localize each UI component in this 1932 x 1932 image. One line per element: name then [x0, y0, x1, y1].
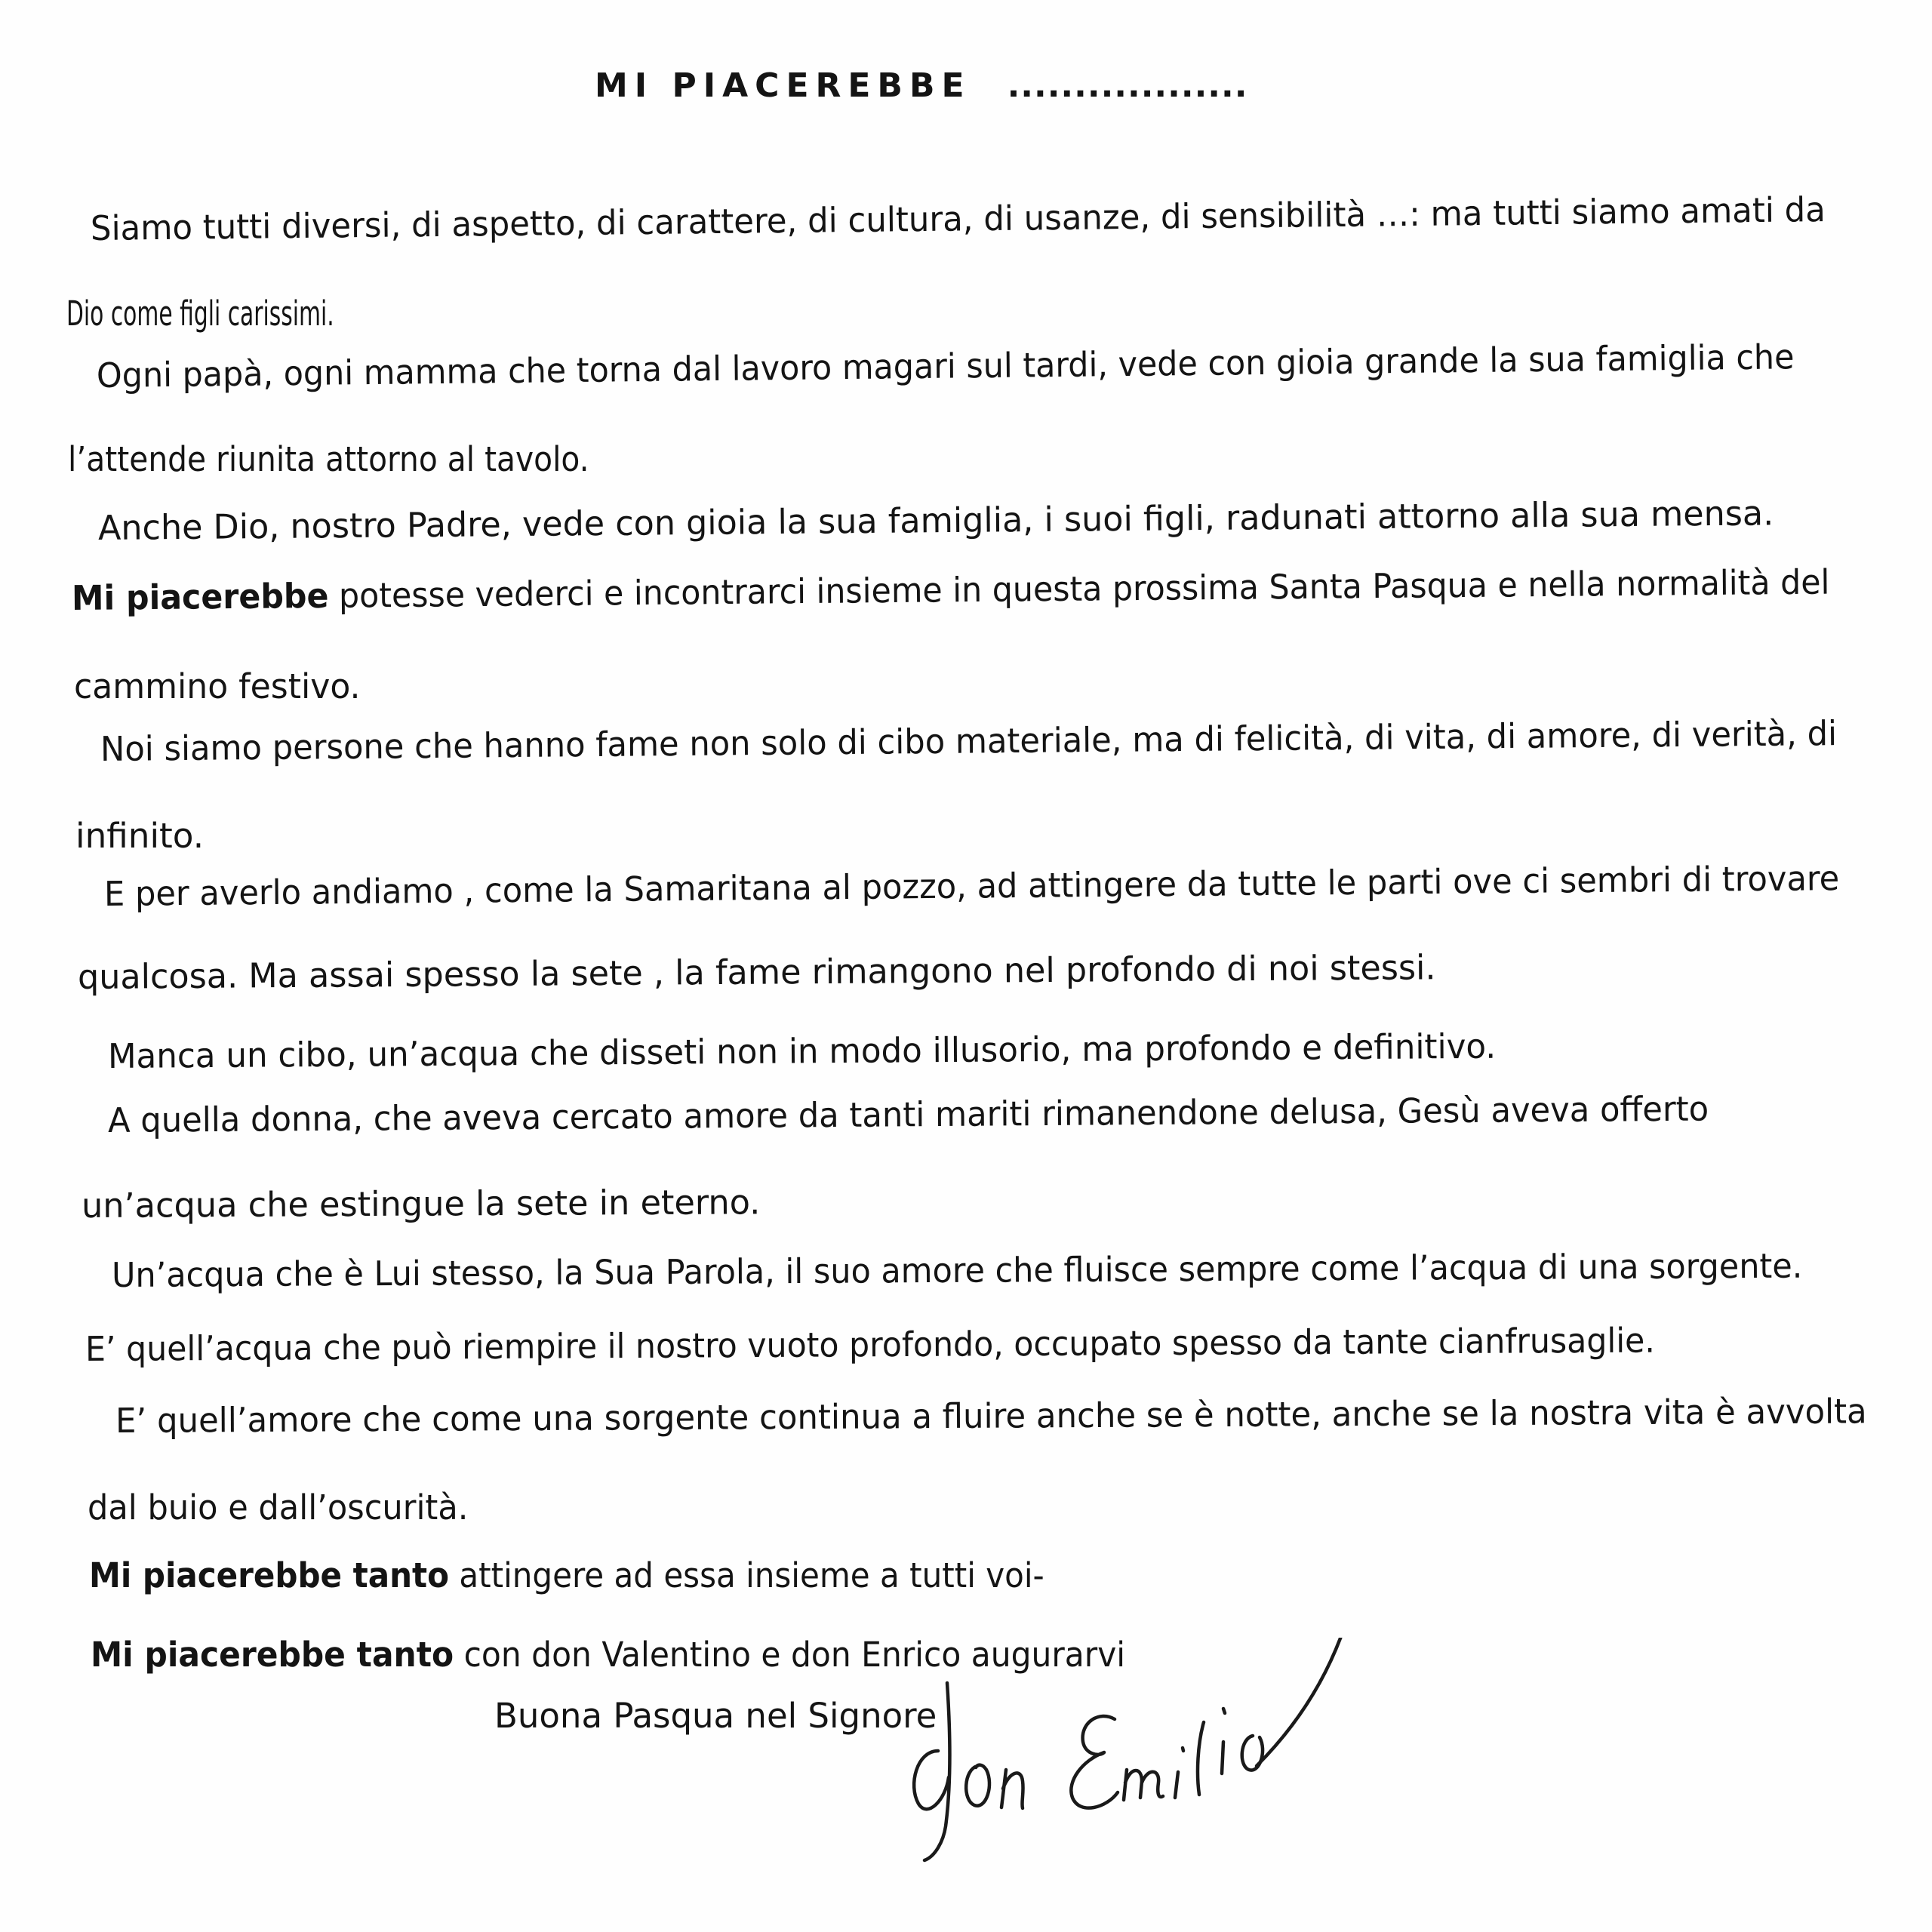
- line-text: infinito.: [75, 816, 205, 856]
- body-line: [81, 1182, 761, 1226]
- line-text: con don Valentino e don Enrico augurarvi: [454, 1635, 1126, 1675]
- line-text: Anche Dio, nostro Padre, vede con gioia la sua famiglia, i suoi figli, radunati attorno alla sua mensa.: [97, 493, 1774, 548]
- body-line: [111, 1245, 1803, 1295]
- line-text: Manca un cibo, un’acqua che disseti non in modo illusorio, ma profondo e definitivo.: [107, 1026, 1497, 1076]
- body-line: [71, 561, 1830, 618]
- bold-phrase: Mi piacerebbe: [71, 575, 329, 618]
- line-text: qualcosa. Ma assai spesso la sete , la fame rimangono nel profondo di noi stessi.: [77, 947, 1436, 997]
- bold-phrase: Mi piacerebbe tanto: [89, 1555, 450, 1595]
- body-line: [75, 816, 205, 856]
- body-line: [96, 337, 1795, 395]
- line-text: Un’acqua che è Lui stesso, la Sua Parola, il suo amore che fluisce sempre come l’acqua di una sorgente.: [111, 1245, 1803, 1295]
- line-text: un’acqua che estingue la sete in eterno.: [81, 1182, 761, 1226]
- line-text: potesse vederci e incontrarci insieme in questa prossima Santa Pasqua e nella normalità del: [328, 561, 1830, 616]
- line-text: E’ quell’acqua che può riempire il nostro vuoto profondo, occupato spesso da tante cianfrusaglie.: [85, 1320, 1656, 1369]
- page-title: [595, 66, 1247, 105]
- handwritten-signature: [902, 1638, 1475, 1864]
- title-dots: ..................: [1007, 66, 1248, 105]
- body-line: [68, 439, 589, 479]
- body-line: [66, 294, 334, 334]
- body-line: [97, 493, 1774, 548]
- line-text: l’attende riunita attorno al tavolo.: [68, 439, 589, 479]
- line-text: cammino festivo.: [74, 666, 361, 706]
- bold-phrase: Mi piacerebbe tanto: [91, 1635, 454, 1675]
- body-line: [103, 858, 1840, 914]
- body-line: [85, 1320, 1656, 1369]
- line-text: attingere ad essa insieme a tutti voi-: [449, 1555, 1044, 1595]
- body-line: [115, 1391, 1867, 1441]
- closing-greeting: Buona Pasqua nel Signore: [494, 1696, 937, 1736]
- line-text: A quella donna, che aveva cercato amore da tanti mariti rimanendone delusa, Gesù aveva offerto: [107, 1088, 1709, 1140]
- title-text: MI PIACEREBBE: [595, 66, 971, 105]
- body-line: [90, 189, 1826, 248]
- body-line: [107, 1088, 1709, 1140]
- line-text: Siamo tutti diversi, di aspetto, di carattere, di cultura, di usanze, di sensibilità …: ma tutti siamo amati da: [90, 189, 1826, 248]
- line-text: dal buio e dall’oscurità.: [88, 1487, 469, 1527]
- line-text: E per averlo andiamo , come la Samaritana al pozzo, ad attingere da tutte le parti ove ci sembri di trovare: [103, 858, 1840, 914]
- body-line: [88, 1487, 469, 1527]
- body-line: [107, 1026, 1497, 1076]
- body-line: [89, 1555, 1044, 1595]
- body-line: [100, 713, 1838, 769]
- line-text: Dio come figli carissimi.: [66, 294, 334, 334]
- line-text: E’ quell’amore che come una sorgente continua a fluire anche se è notte, anche se la nostra vita è avvolta: [115, 1391, 1867, 1441]
- line-text: Ogni papà, ogni mamma che torna dal lavoro magari sul tardi, vede con gioia grande la sua famiglia che: [96, 337, 1795, 395]
- line-text: Noi siamo persone che hanno fame non solo di cibo materiale, ma di felicità, di vita, di amore, di verità, di: [100, 713, 1838, 769]
- body-line: [77, 947, 1436, 997]
- body-line: [74, 666, 361, 706]
